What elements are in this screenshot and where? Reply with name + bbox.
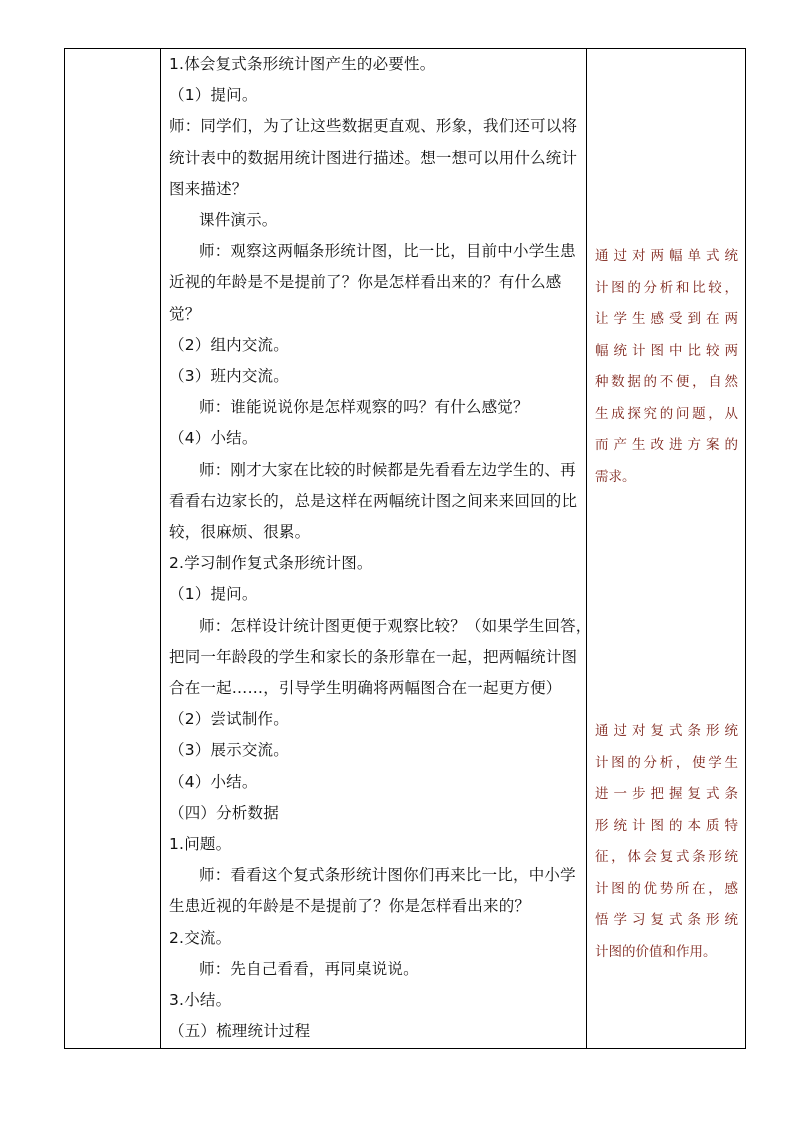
- text-line: 觉？: [169, 304, 201, 323]
- note-line: 进一步把握复式条: [595, 786, 738, 802]
- text-line: 师：先自己看看，再同桌说说。: [199, 959, 419, 978]
- note-line: 需求。: [595, 468, 636, 485]
- text-line: 1.问题。: [169, 835, 232, 854]
- table-row: [65, 49, 746, 1049]
- text-line: 师：刚才大家在比较的时候都是先看看左边学生的、再: [199, 460, 576, 479]
- text-line: 师：同学们，为了让这些数据更直观、形象，我们还可以将: [169, 117, 578, 136]
- note-line: 征，体会复式条形统: [595, 849, 738, 865]
- note-line: 让学生感受到在两: [595, 311, 738, 327]
- text-line: 2.学习制作复式条形统计图。: [169, 554, 373, 573]
- text-line: 师：谁能说说你是怎样观察的吗？有什么感觉？: [199, 398, 529, 417]
- text-line: （3）班内交流。: [169, 367, 289, 386]
- text-line: 3.小结。: [169, 991, 232, 1010]
- note-line: 计图的分析，使学生: [595, 754, 738, 771]
- note-line: 通过对两幅单式统: [595, 248, 738, 264]
- note-line: 种数据的不便，自然: [595, 374, 738, 390]
- note-line: 计图的价值和作用。: [595, 943, 717, 960]
- text-line: 较，很麻烦、很累。: [169, 523, 311, 542]
- note-line: 悟学习复式条形统: [595, 912, 738, 928]
- text-line: （3）展示交流。: [169, 741, 289, 760]
- note-line: 生成探究的问题，从: [595, 405, 738, 422]
- text-line: （1）提问。: [169, 86, 258, 105]
- text-line: （4）小结。: [169, 429, 258, 448]
- left-empty-cell: [65, 49, 161, 1049]
- note-line: 计图的优势所在，感: [595, 880, 738, 897]
- text-line: （四）分析数据: [169, 803, 279, 822]
- text-line: （2）尝试制作。: [169, 710, 289, 729]
- design-note-1: [595, 241, 738, 493]
- text-line: 2.交流。: [169, 928, 232, 947]
- text-line: 图来描述？: [169, 179, 248, 198]
- teaching-process-cell: [161, 49, 592, 1049]
- text-line: 1.体会复式条形统计图产生的必要性。: [169, 55, 436, 73]
- note-line: 通过对复式条形统: [595, 723, 738, 739]
- text-line: （1）提问。: [169, 585, 258, 604]
- text-line: （五）梳理统计过程: [169, 1022, 311, 1041]
- text-line: 统计表中的数据用统计图进行描述。想一想可以用什么统计: [169, 148, 578, 167]
- teaching-process-text: [169, 49, 592, 1048]
- text-line: 生患近视的年龄是不是提前了？你是怎样看出来的？: [169, 897, 531, 916]
- text-line: 把同一年龄段的学生和家长的条形靠在一起，把两幅统计图: [169, 647, 578, 666]
- text-line: 课件演示。: [199, 211, 278, 230]
- text-line: 师：看看这个复式条形统计图你们再来比一比，中小学: [199, 866, 576, 885]
- note-line: 而产生改进方案的: [595, 437, 738, 453]
- text-line: 师：观察这两幅条形统计图，比一比，目前中小学生患: [199, 242, 576, 261]
- text-line: （2）组内交流。: [169, 335, 289, 354]
- note-line: 形统计图的本质特: [595, 817, 738, 834]
- text-line: 看看右边家长的，总是这样在两幅统计图之间来来回回的比: [169, 491, 578, 510]
- text-line: 合在一起……，引导学生明确将两幅图合在一起更方便）: [169, 679, 562, 698]
- note-line: 计图的分析和比较，: [595, 279, 738, 296]
- text-line: 近视的年龄是不是提前了？你是怎样看出来的？有什么感: [169, 273, 562, 292]
- design-intent-cell: [587, 49, 746, 1049]
- text-line: 师：怎样设计统计图更便于观察比较？（如果学生回答，: [199, 616, 592, 635]
- text-line: （4）小结。: [169, 772, 258, 791]
- note-line: 幅统计图中比较两: [595, 342, 738, 359]
- lesson-plan-table: [64, 48, 746, 1049]
- design-note-2: [595, 716, 738, 968]
